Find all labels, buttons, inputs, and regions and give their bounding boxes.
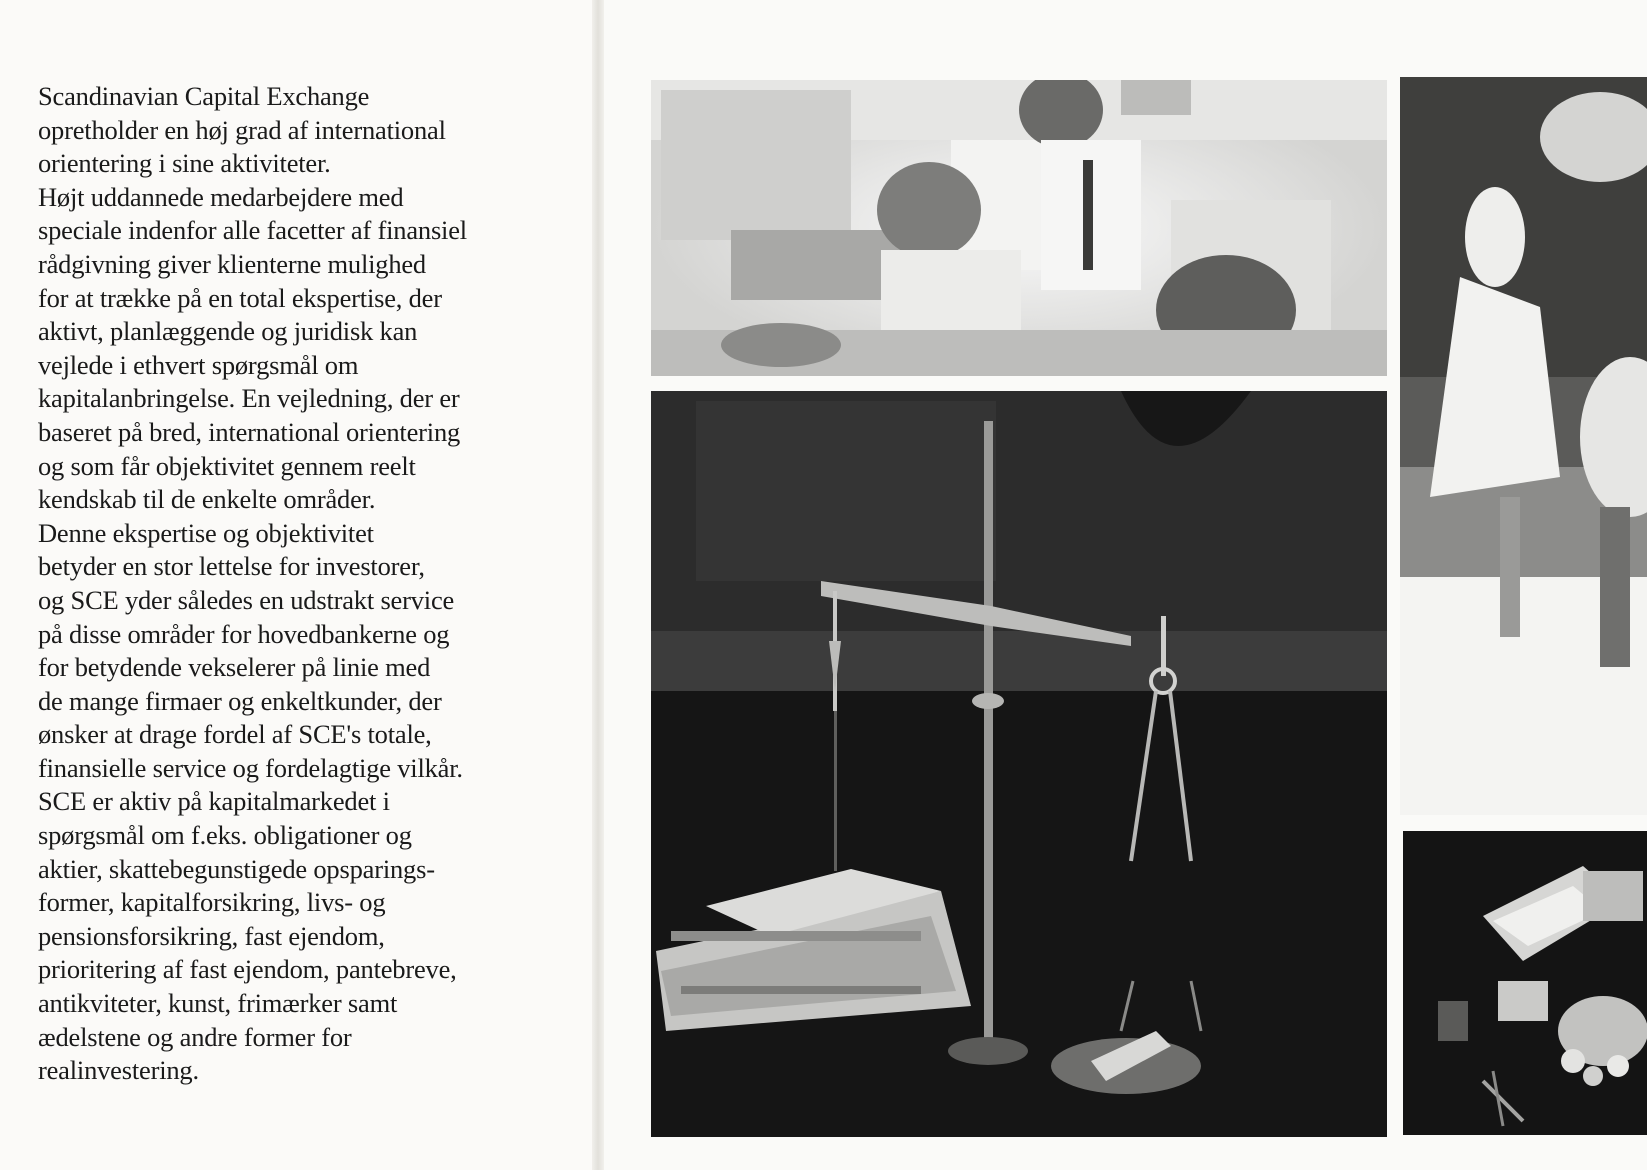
text-line: spørgsmål om f.eks. obligationer og <box>38 820 412 851</box>
text-line: orientering i sine aktiviteter. <box>38 148 331 179</box>
text-line: opretholder en høj grad af international <box>38 114 446 145</box>
text-line: speciale indenfor alle facetter af finansiel <box>38 215 467 246</box>
left-page <box>0 0 592 1170</box>
balance-scale-money-photo <box>651 391 1387 1137</box>
body-paragraph <box>38 80 578 1088</box>
text-line: SCE er aktiv på kapitalmarkedet i <box>38 786 390 817</box>
page-gutter <box>592 0 604 1170</box>
text-line: på disse områder for hovedbankerne og <box>38 618 450 649</box>
valuables-photo <box>1403 831 1647 1135</box>
text-line: aktivt, planlæggende og juridisk kan <box>38 316 418 347</box>
text-line: antikviteter, kunst, frimærker samt <box>38 988 398 1019</box>
text-line: aktier, skattebegunstigede opsparings- <box>38 853 435 884</box>
text-line: kendskab til de enkelte områder. <box>38 484 376 515</box>
text-line: kapitalanbringelse. En vejledning, der er <box>38 383 460 414</box>
text-line: vejlede i ethvert spørgsmål om <box>38 349 359 380</box>
text-line: betyder en stor lettelse for investorer, <box>38 551 425 582</box>
text-line: Denne ekspertise og objektivitet <box>38 517 374 548</box>
office-meeting-photo <box>651 80 1387 376</box>
text-line: rådgivning giver klienterne mulighed <box>38 248 426 279</box>
text-line: for betydende vekselerer på linie med <box>38 652 431 683</box>
dancer-photo <box>1400 77 1647 815</box>
text-line: for at trække på en total ekspertise, der <box>38 282 442 313</box>
text-line: realinvestering. <box>38 1055 199 1086</box>
text-line: prioritering af fast ejendom, pantebreve, <box>38 954 457 985</box>
text-line: baseret på bred, international orientering <box>38 416 461 447</box>
text-line: pensionsforsikring, fast ejendom, <box>38 920 385 951</box>
text-line: ædelstene og andre former for <box>38 1021 352 1052</box>
text-line: ønsker at drage fordel af SCE's totale, <box>38 719 432 750</box>
text-line: Højt uddannede medarbejdere med <box>38 181 404 212</box>
text-line: de mange firmaer og enkeltkunder, der <box>38 685 442 716</box>
text-line: og SCE yder således en udstrakt service <box>38 584 455 615</box>
text-line: finansielle service og fordelagtige vilkår. <box>38 752 463 783</box>
text-line: og som får objektivitet gennem reelt <box>38 450 416 481</box>
text-line: former, kapitalforsikring, livs- og <box>38 887 386 918</box>
text-line: Scandinavian Capital Exchange <box>38 81 370 111</box>
